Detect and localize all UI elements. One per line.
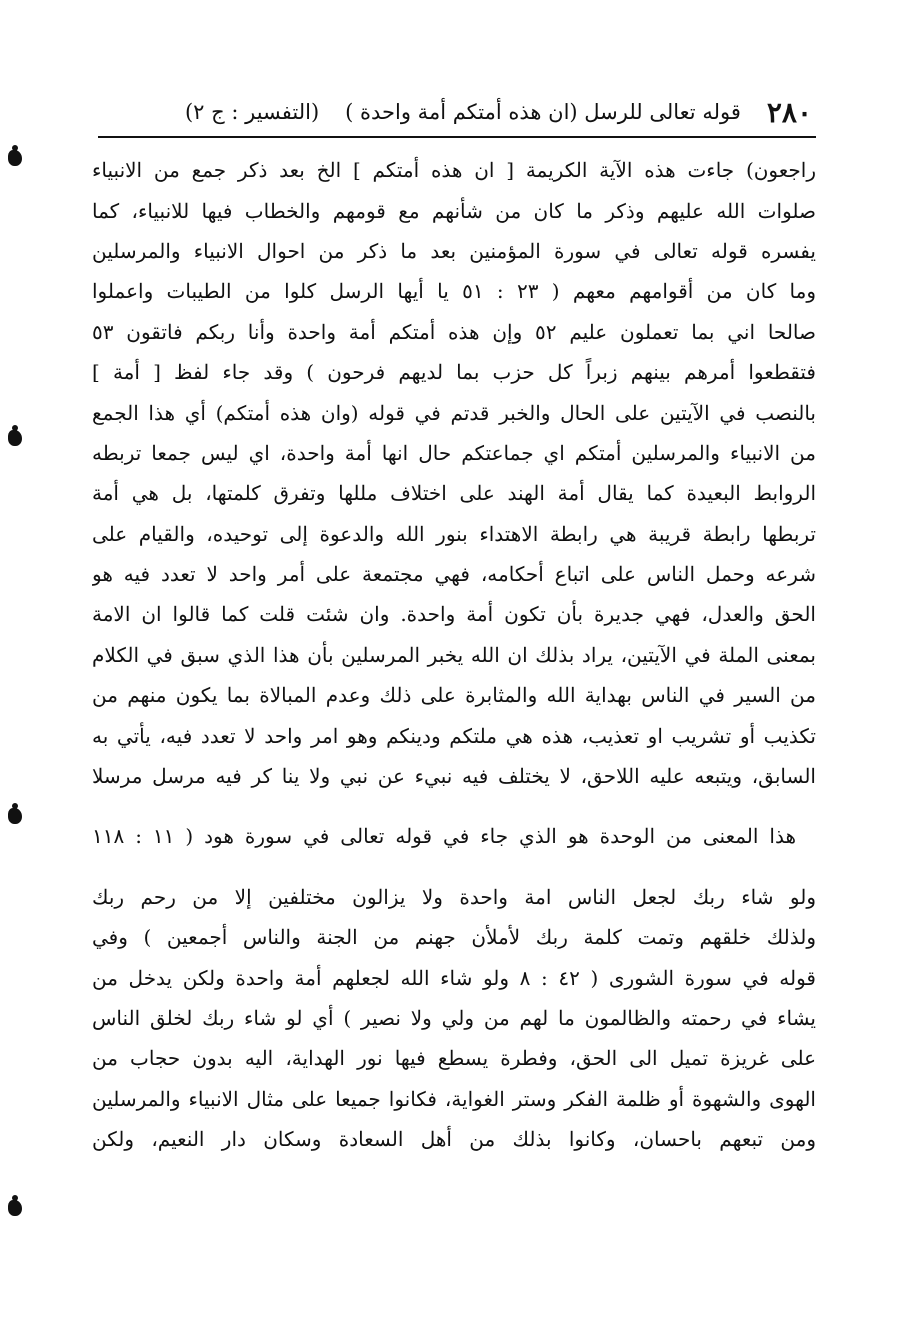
header-divider	[98, 136, 816, 138]
text-line: الروابط البعيدة كما يقال أمة الهند على اختلاف مللها وتفرق كلمتها، بل هي أمة	[92, 481, 816, 506]
text-line: يفسره قوله تعالى في سورة المؤمنين بعد ما ذكر من احوال الانبياء والمرسلين	[92, 238, 816, 263]
text-line: راجعون) جاءت هذه الآية الكريمة [ ان هذه أمتكم ] الخ بعد ذكر جمع من الانبياء	[92, 158, 816, 183]
text-line: ومن تبعهم باحسان، وكانوا بذلك من أهل السعادة وسكان دار النعيم، ولكن	[92, 1127, 816, 1152]
text-line: من السير في الناس بهداية الله والمثابرة على ذلك وعدم المبالاة بما يكون منهم من	[92, 683, 816, 708]
text-line: يشاء في رحمته والظالمون ما لهم من ولي ولا نصير ) أي لو شاء ربك لخلق الناس	[92, 1006, 816, 1030]
text-line: قوله في سورة الشورى ( ٤٢ : ٨ ولو شاء الله لجعلهم أمة واحدة ولكن يدخل من	[92, 965, 816, 990]
margin-ink-mark	[8, 808, 22, 824]
text-line: صلوات الله عليهم وذكر ما كان من شأنهم مع قومهم والخطاب فيها للانبياء، كما	[92, 198, 816, 223]
text-line: تكذيب أو تشريب او تعذيب، هذه هي ملتكم ودينكم وهو امر واحد لا تعدد فيه، يأتي به	[92, 723, 816, 748]
margin-ink-mark	[8, 430, 22, 446]
page-number: ٢٨٠	[766, 95, 812, 129]
text-line: ولذلك خلقهم وتمت كلمة ربك لأملأن جهنم من الجنة والناس أجمعين ) وفي	[92, 925, 816, 950]
margin-ink-mark	[8, 1200, 22, 1216]
running-title: قوله تعالى للرسل (ان هذه أمتكم أمة واحدة )	[345, 100, 741, 124]
text-line: على غريزة تميل الى الحق، وفطرة يسطع فيها نور الهداية، اليه بدون حجاب من	[92, 1046, 816, 1071]
margin-ink-mark	[8, 150, 22, 166]
body-text	[92, 150, 816, 1159]
text-line: هذا المعنى من الوحدة هو الذي جاء في قوله تعالى في سورة هود ( ١١ : ١١٨	[92, 824, 797, 849]
text-line: ولو شاء ربك لجعل الناس امة واحدة ولا يزالون مختلفين إلا من رحم ربك	[92, 884, 816, 909]
text-line: السابق، ويتبعه عليه اللاحق، لا يختلف فيه نبيء عن نبي ولا ينا كر فيه مرسل مرسلا	[92, 764, 816, 789]
text-line: تربطها رابطة قريبة هي رابطة الاهتداء بنور الله والدعوة إلى توحيده، والقيام على	[92, 521, 816, 546]
page-header	[112, 92, 812, 132]
section-label: (التفسير : ج ٢)	[184, 100, 320, 124]
text-line: وما كان من أقوامهم معهم ( ٢٣ : ٥١ يا أيها الرسل كلوا من الطيبات واعملوا	[92, 279, 816, 304]
text-line: بمعنى الملة في الآيتين، يراد بذلك ان الله يخبر المرسلين بأن هذا الذي سبق في الكلام	[92, 642, 816, 667]
text-line: الهوى والشهوة أو ظلمة الفكر وستر الغواية، فكانوا جميعا على مثال الانبياء والمرسلين	[92, 1086, 816, 1111]
text-line: بالنصب في الآيتين على الحال والخبر قدتم في قوله (وان هذه أمتكم) أي هذا الجمع	[92, 400, 816, 425]
text-line: صالحا اني بما تعملون عليم ٥٢ وإن هذه أمتكم أمة واحدة وأنا ربكم فاتقون ٥٣	[92, 319, 816, 344]
text-line: الحق والعدل، فهي جديرة بأن تكون أمة واحدة. وان شئت قلت كما قالوا ان الامة	[92, 602, 816, 627]
text-line: شرعه وحمل الناس على اتباع أحكامه، فهي مجتمعة على أمر واحد لا تعدد فيه هو	[92, 562, 816, 587]
text-line: فتقطعوا أمرهم بينهم زبراً كل حزب بما لديهم فرحون ) وقد جاء لفظ [ أمة ]	[92, 360, 816, 385]
text-line: من الانبياء والمرسلين أمتكم اي جماعتكم حال انها أمة واحدة، اي ليس جمعا تربطه	[92, 440, 816, 465]
